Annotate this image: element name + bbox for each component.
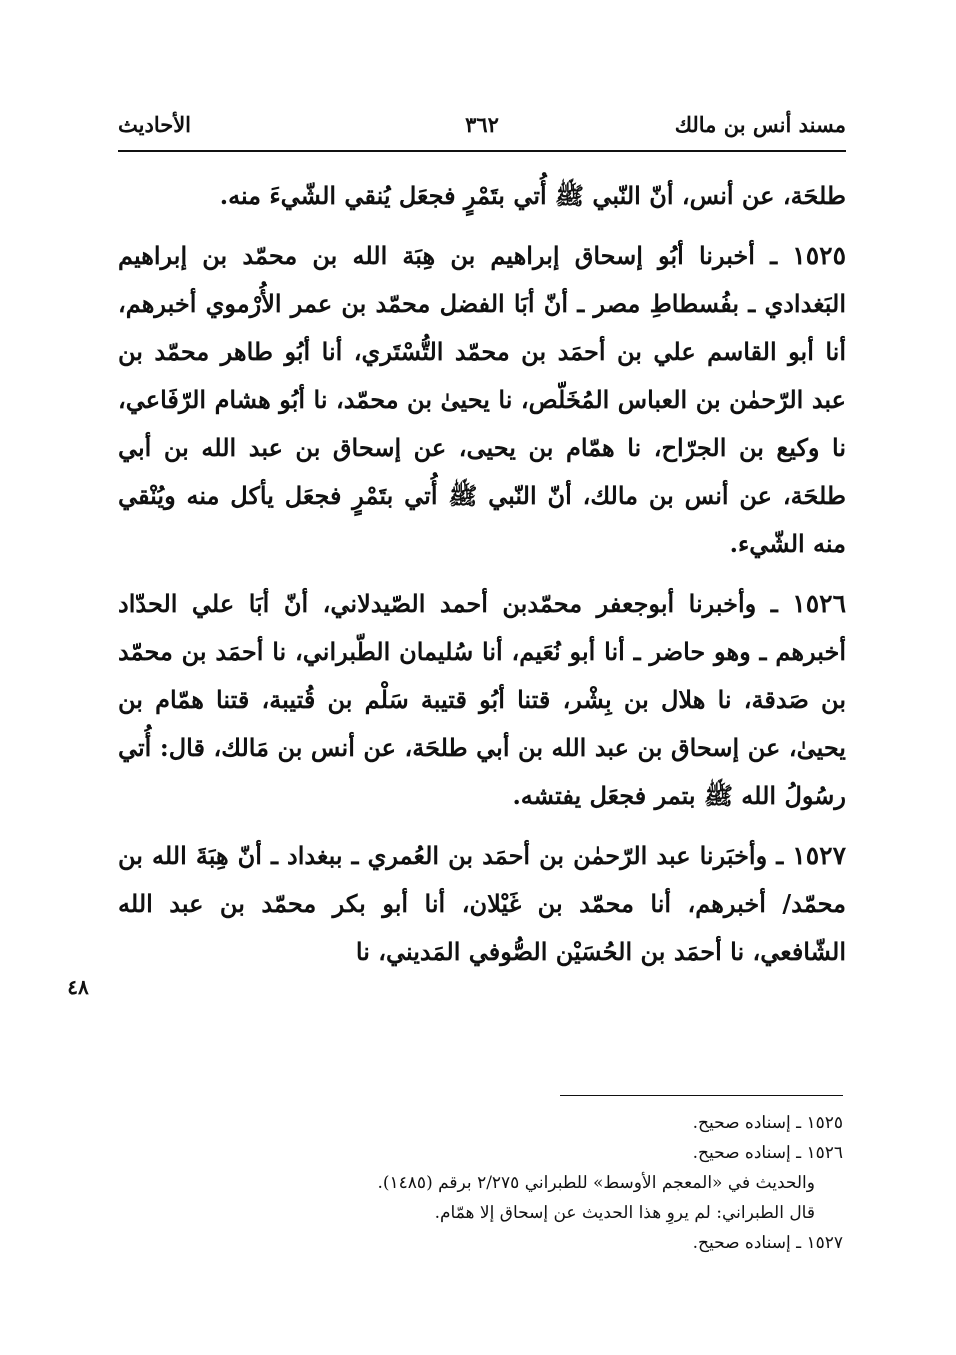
footnote-item: ١٥٢٦ ـ إسناده صحيح. — [692, 1143, 843, 1163]
book-title: مسند أنس بن مالك — [674, 112, 846, 137]
footnotes — [118, 1108, 843, 1258]
hadith-text: ـ وأخبرنا أبوجعفر محمّدبن أحمد الصّيدلاني، أنّ أبَا علي الحدّاد أخبرهم ـ وهو حاضر ـ أنا أبو نُعَيم، أنا سُليمان الطّبراني، نا أحمَد بن محمّد بن صَدقة، نا هلال بن بِشْر، قتنا أبُو قتيبة سَلْم بن قُتيبة، قتنا همّام بن يحيىٰ، عن إسحاق بن عبد الله بن أبي طلحَة، عن أنس بن مَالك، قال: أُتي رسُولُ الله ﷺ بتمر فجعَل يفتشه. — [118, 589, 846, 810]
hadith-number: ١٥٢٦ — [792, 589, 846, 618]
margin-page-reference: ٤٨ — [67, 975, 89, 999]
hadith-text: ـ وأخبَرنا عبد الرّحمٰن بن أحمَد بن العُمري ـ ببغداد ـ أنّ هِبَةَ الله بن محمّد/ أخبرهم، أنا محمّد بن غَيْلان، أنا أبو بكر محمّد بن عبد الله الشّافعي، نا أحمَد بن الحُسَيْن الصُّوفي المَديني، نا — [118, 841, 846, 966]
hadith-1526 — [118, 580, 846, 820]
hadith-number: ١٥٢٧ — [792, 841, 846, 870]
page-header — [118, 106, 846, 146]
continuation-paragraph — [118, 172, 846, 220]
continuation-text: طلحَة، عن أنس، أنّ النّبي ﷺ أُتي بتَمْرٍ فجعَل يُنقي الشّيءَ منه. — [219, 181, 846, 210]
footnote-item: ١٥٢٥ ـ إسناده صحيح. — [692, 1113, 843, 1133]
hadith-1527 — [118, 832, 846, 976]
page-number: ٣٦٢ — [465, 112, 499, 137]
footnote-item: والحديث في «المعجم الأوسط» للطبراني ٢/٢٧٥ برقم (١٤٨٥). — [377, 1173, 815, 1193]
header-divider — [118, 150, 846, 152]
hadith-text: ـ أخبرنا أبُو إسحاق إبراهيم بن هِبَة الله بن محمّد بن إبراهيم البَغدادي ـ بفُسطاطِ مصر ـ أنّ أبَا الفضل محمّد بن عمر الأُرْموي أخبرهم، أنا أبو القاسم علي بن أحمَد بن محمّد التُّسْتَري، أنا أبُو طاهر محمّد بن عبد الرّحمٰن بن العباس المُخَلّص، نا يحيىٰ بن محمّد، نا أبُو هشام الرّفَاعي، نا وكيع بن الجرّاح، نا همّام بن يحيى، عن إسحاق بن عبد الله بن أبي طلحَة، عن أنس بن مالك، أنّ النّبي ﷺ أُتي بتَمْرٍ فجعَل يأكل منه ويُنْقي منه الشّيء. — [118, 241, 846, 558]
hadith-1525 — [118, 232, 846, 568]
section-title: الأحاديث — [118, 112, 192, 137]
main-text — [118, 172, 846, 988]
hadith-number: ١٥٢٥ — [792, 241, 846, 270]
footnote-item: قال الطبراني: لم يروِ هذا الحديث عن إسحاق إلا همّام. — [434, 1203, 815, 1223]
footnote-item: ١٥٢٧ ـ إسناده صحيح. — [692, 1233, 843, 1253]
footnote-divider — [560, 1095, 843, 1096]
